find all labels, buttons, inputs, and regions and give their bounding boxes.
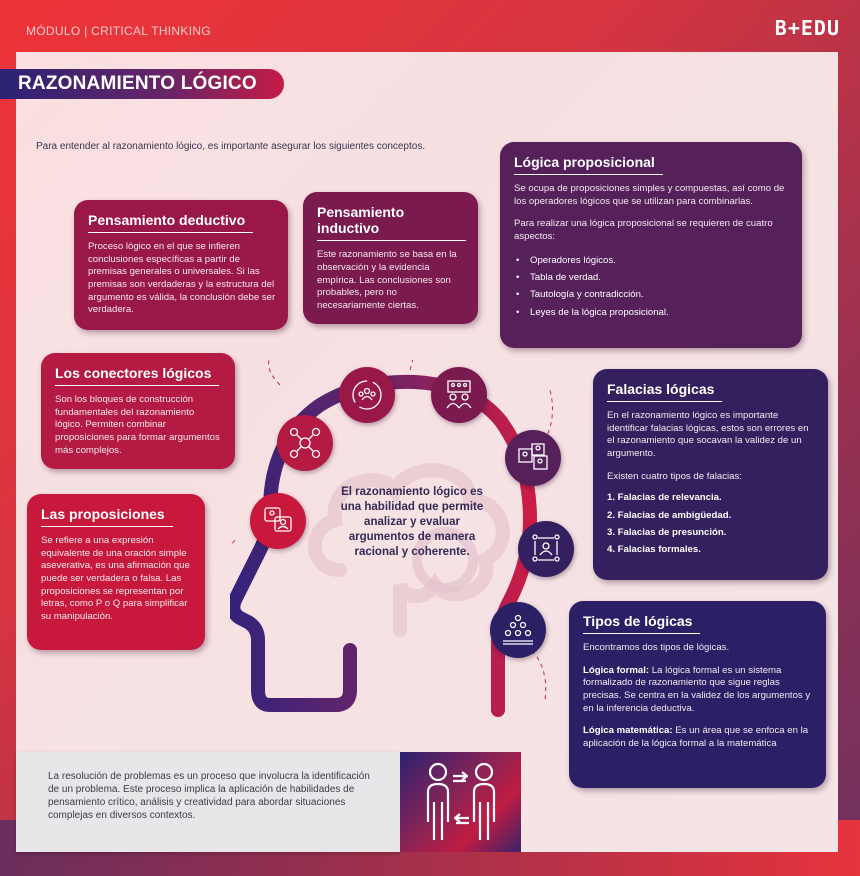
card-title: Los conectores lógicos (55, 365, 219, 386)
network-people-icon (277, 415, 333, 471)
brand-logo: B+EDU (774, 16, 840, 40)
chat-bubbles-people-icon (250, 493, 306, 549)
module-label: MÓDULO | CRITICAL THINKING (26, 24, 211, 38)
center-statement: El razonamiento lógico es una habilidad que permite analizar y evaluar argumentos de manera racional y coherente. (340, 486, 484, 558)
list-item: 4. Falacias formales. (607, 544, 701, 556)
card-tipos-de-logicas (569, 601, 826, 788)
card-body: Proceso lógico en el que se infieren conclusiones específicas a partir de premisas generales o universales. Si las premisas son verdaderas y la estructura del argumento es válida, la conclusión debe ser verdadera. (88, 241, 276, 316)
intro-text: Para entender al razonamiento lógico, es importante asegurar los siguientes conceptos. (36, 141, 426, 152)
term-text: Es un área que se enfoca en la aplicación de la lógica formal a la matemática (583, 725, 809, 750)
group-cycle-icon (339, 367, 395, 423)
problem-solving-text: La resolución de problemas es un proceso que involucra la identificación de un problema. Este proceso implica la aplicación de habilidades de pensamiento crítico, análisis y creatividad para abordar situaciones complejas en diversos contextos. (48, 771, 370, 821)
list-item: • Operadores lógicos. (514, 252, 790, 269)
problem-solving-panel (16, 752, 400, 852)
list-item: 1. Falacias de relevancia. (607, 492, 722, 504)
card-body: Son los bloques de construcción fundamentales del razonamiento lógico. Permiten combinar proposiciones para formar argumentos más complejos. (55, 394, 220, 456)
card-title: Falacias lógicas (607, 381, 722, 402)
term-label: Lógica formal: (583, 664, 650, 676)
term-text: La lógica formal es un sistema formalizado de razonamiento que sigue reglas precisas. Se centra en la validez de los argumentos y en la inferencia deductiva. (583, 664, 811, 714)
card-logica-proposicional (500, 142, 802, 348)
card-body: Existen cuatro tipos de falacias: (607, 470, 742, 482)
list-item: • Tabla de verdad. (514, 269, 790, 286)
card-body: Encontramos dos tipos de lógicas. (583, 642, 730, 654)
list-item: 3. Falacias de presunción. (607, 526, 727, 538)
card-las-proposiciones (27, 494, 205, 650)
card-body: Se ocupa de proposiciones simples y compuestas, así como de los operadores lógicos que se utilizan para combinarlas. (514, 183, 785, 207)
people-exchange-icon (400, 752, 521, 852)
card-body: En el razonamiento lógico es importante identificar falacias lógicas, estos son errores en el razonamiento que socavan la validez de un argumento. (607, 410, 809, 460)
list-item: • Leyes de la lógica proposicional. (514, 304, 790, 321)
card-body: Este razonamiento se basa en la observación y la evidencia empírica. Las conclusiones son probables, pero no necesariamente ciertas. (317, 249, 457, 311)
card-title: Las proposiciones (41, 506, 173, 527)
list-item: • Tautología y contradicción. (514, 286, 790, 303)
fallacy-list (607, 489, 816, 558)
card-title: Tipos de lógicas (583, 613, 700, 634)
list-item: 2. Falacias de ambigüedad. (607, 509, 732, 521)
card-title: Lógica proposicional (514, 154, 663, 175)
term-label: Lógica matemática: (583, 725, 673, 737)
card-title: Pensamiento deductivo (88, 212, 253, 233)
team-square-icon (518, 521, 574, 577)
card-title: Pensamiento inductivo (317, 204, 466, 241)
presentation-audience-icon (431, 367, 487, 423)
aspects-list (514, 252, 790, 321)
page-title: RAZONAMIENTO LÓGICO (0, 69, 284, 99)
chat-profiles-icon (505, 430, 561, 486)
hierarchy-pyramid-icon (490, 602, 546, 658)
card-body-formal (583, 665, 814, 716)
card-conectores-logicos (41, 353, 235, 469)
card-pensamiento-deductivo (74, 200, 288, 330)
card-body: Para realizar una lógica proposicional se requieren de cuatro aspectos: (514, 218, 773, 243)
card-falacias-logicas (593, 369, 828, 580)
card-pensamiento-inductivo (303, 192, 478, 324)
card-body-matematica (583, 725, 814, 750)
card-body: Se refiere a una expresión equivalente de una oración simple aseverativa, es una afirmación que puede ser verdadera o falsa. Las proposiciones se representan por letras, como P o Q para simplificar su manipulación. (41, 535, 190, 623)
